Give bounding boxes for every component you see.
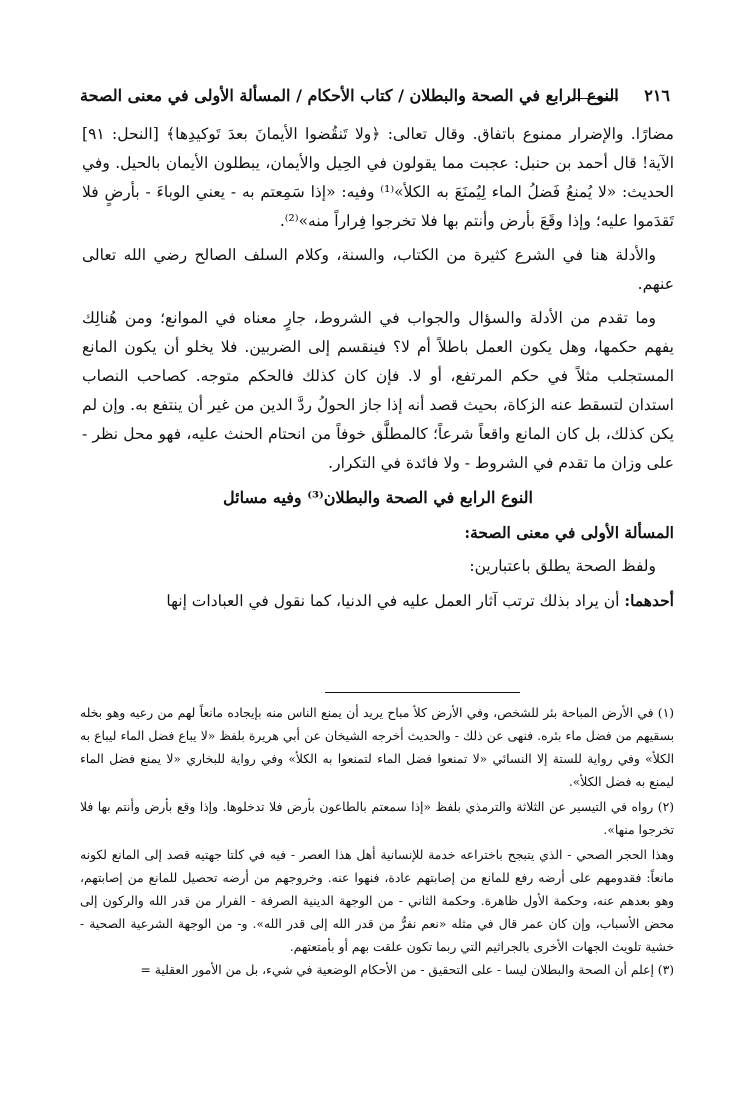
main-text	[82, 120, 674, 621]
page-number: ٢١٦	[644, 86, 670, 105]
footnote-2-continuation: وهذا الحجر الصحي - الذي يتبجح باختراعه خدمة للإنسانية أهل هذا العصر - فيه في كلتا جهتيه قصد إلى المانع لكونه مانعاً: فقدومهم على أرضه رفع للمانع من إصابتهم عادة، فنهوا عنه. وخروجهم من أرضه تحصيل للمانع من إصابتهم، وهو بعدهم عنه، وحكمة الأول ظاهرة. وحكمة الثاني - من الوجهة الدينية الصرفة - الفرار من قدر الله والركون إلى محض الأسباب، وإن كان عمر قال في مثله «نعم نفرُّ من قدر الله إلى قدر الله». و- من الوجهة الشرعية الصحية - خشية تلويث الجهات الأخرى بالجراثيم التي ربما تكون علقت بهم أو بأمتعتهم.	[80, 848, 674, 954]
paragraph-lead: أحدهما:	[624, 591, 674, 610]
footnote-2: (٢) رواه في التيسير عن الثلاثة والترمذي بلفظ «إذا سمعتم بالطاعون بأرض فلا تدخلوها. وإذا وقع بأرض وأنتم بها فلا تخرجوا منها».	[80, 800, 674, 837]
paragraph: وما تقدم من الأدلة والسؤال والجواب في الشروط، جارٍ معناه في الموانع؛ ومن هُنالِك يفهم حكمها، وهل يكون العمل باطلاً أم لا؟ فينقسم إلى الضربين. فلا يخلو أن يكون المانع المستجلب مثلاً في حكم المرتفع، أو لا. فإن كان كذلك فالحكم متوجه. كصاحب النصاب استدان لتسقط عنه الزكاة، بحيث قصد أنه إذا جاز الحولُ ردَّ الدين من غير أن ينتفع به. وإن لم يكن كذلك، بل كان المانع واقعاً شرعاً؛ كالمطلَّق خوفاً من انحتام الحنث عليه، فهو محل نظر - على وزان ما تقدم في الشروط - ولا فائدة في التكرار.	[82, 309, 674, 472]
paragraph-text: أن يراد بذلك ترتب آثار العمل عليه في الدنيا، كما نقول في العبادات إنها	[166, 592, 625, 610]
paragraph: مضارًا. والإضرار ممنوع باتفاق. وقال تعالى: ﴿ولا تَنقُضوا الأيمانَ بعدَ تَوكيدِها﴾ [النحل: ٩١] الآية! قال أحمد بن حنبل: عجبت مما يقولون في الحِيل والأيمان، يبطلون الأيمان بالحيل. وفي الحديث: «لا يُمنعُ فَضلُ الماء لِيُمنَعَ به الكلأ»⁽¹⁾ وفيه: «إذا سَمِعتم به - يعني الوباءَ - بأرضٍ فلا تَقدَموا عليه؛ وإذا وقَعَ بأرض وأنتم بها فلا تخرجوا فِراراً منه»⁽²⁾.	[82, 125, 674, 230]
chapter-heading: النوع الرابع في الصحة والبطلان⁽³⁾ وفيه مسائل	[223, 488, 533, 507]
running-header	[80, 86, 670, 116]
footnote-3: (٣) إعلم أن الصحة والبطلان ليسا - على التحقيق - من الأحكام الوضعية في شيء، بل من الأمور العقلية =	[140, 963, 674, 977]
footnote-separator	[325, 692, 520, 693]
section-heading: المسألة الأولى في معنى الصحة:	[464, 523, 674, 542]
paragraph: والأدلة هنا في الشرع كثيرة من الكتاب، والسنة، وكلام السلف الصالح رضي الله تعالى عنهم.	[82, 246, 674, 293]
paragraph: ولفظ الصحة يطلق باعتبارين:	[469, 557, 656, 575]
running-title: النوع الرابع في الصحة والبطلان / كتاب الأحكام / المسألة الأولى في معنى الصحة	[80, 86, 619, 105]
paragraph	[82, 586, 674, 616]
footnotes	[80, 702, 674, 984]
footnote-1: (١) في الأرض المباحة بئر للشخص، وفي الأرض كلأ مباح يريد أن يمنع الناس منه بإيجاده مانعاً لهم من رعيه وهو بخله بسقيهم من فضل ماء بئره. فنهى عن ذلك - والحديث أخرجه الشيخان عن أبي هريرة بلفظ «لا يباع فضل الماء ليباع به الكلأ» وفي رواية للستة إلا النسائي «لا تمنعوا فضل الماء لتمنعوا به الكلأ» وفي رواية للبخاري «لا يمنع فضل الماء ليمنع به فضل الكلأ».	[80, 706, 674, 789]
